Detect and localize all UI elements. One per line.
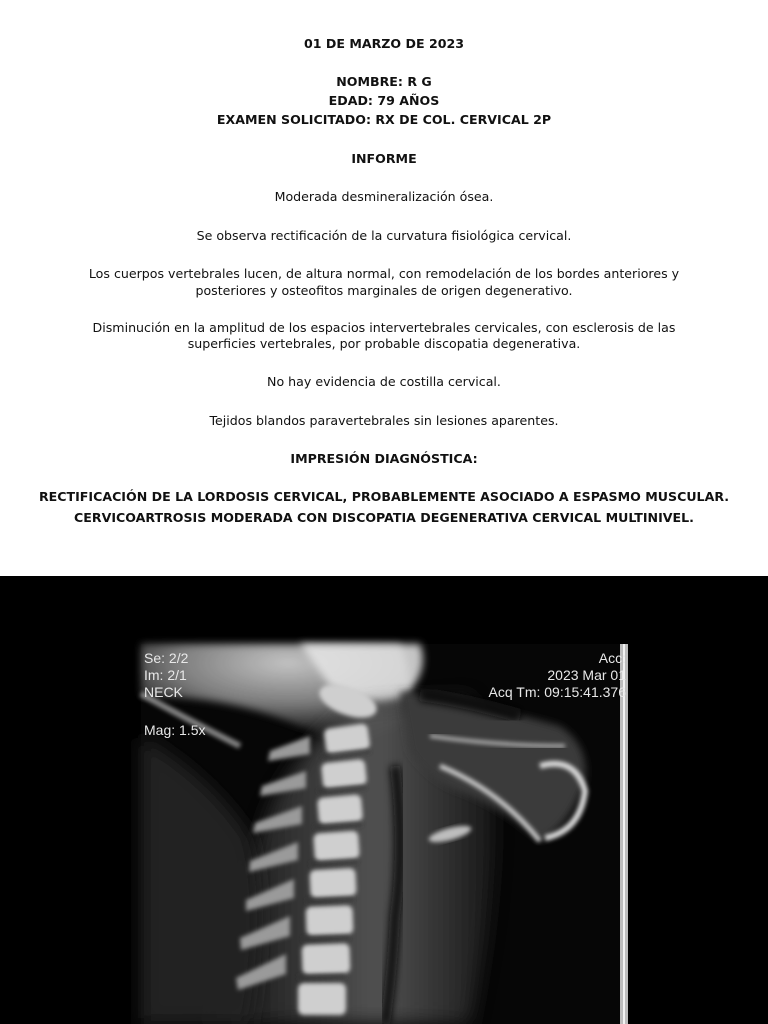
patient-age: EDAD: 79 AÑOS (328, 93, 440, 108)
acquisition-time-label: Acq Tm: 09:15:41.376 (488, 684, 626, 700)
finding-line: superficies vertebrales, por probable discopatia degenerativa. (187, 336, 581, 351)
impression-line: RECTIFICACIÓN DE LA LORDOSIS CERVICAL, PROBABLEMENTE ASOCIADO A ESPASMO MUSCULAR. (38, 489, 730, 504)
impression-line: CERVICOARTROSIS MODERADA CON DISCOPATIA DEGENERATIVA CERVICAL MULTINIVEL. (74, 510, 694, 525)
region-label: NECK (144, 684, 183, 700)
study-date-label: 2023 Mar 01 (547, 667, 626, 683)
finding-line: No hay evidencia de costilla cervical. (267, 374, 501, 389)
image-label: Im: 2/1 (144, 667, 187, 683)
patient-name: NOMBRE: R G (336, 74, 432, 89)
finding-line: Disminución en la amplitud de los espacios intervertebrales cervicales, con esclerosis de las (92, 320, 676, 335)
section-title: INFORME (351, 151, 417, 166)
exam-requested: EXAMEN SOLICITADO: RX DE COL. CERVICAL 2P (216, 112, 552, 127)
xray-picture (0, 576, 768, 1024)
impression-title: IMPRESIÓN DIAGNÓSTICA: (290, 451, 478, 466)
finding-line: Los cuerpos vertebrales lucen, de altura normal, con remodelación de los bordes anteriores y (88, 266, 680, 281)
finding-line: Tejidos blandos paravertebrales sin lesiones aparentes. (209, 413, 559, 428)
finding-line: Moderada desmineralización ósea. (274, 189, 494, 204)
accession-label: Acc: (598, 650, 626, 666)
report-date: 01 DE MARZO DE 2023 (303, 36, 465, 51)
finding-line: posteriores y osteofitos marginales de origen degenerativo. (195, 283, 573, 298)
series-label: Se: 2/2 (144, 650, 189, 666)
cervical-xray-image (0, 576, 768, 1024)
finding-line: Se observa rectificación de la curvatura fisiológica cervical. (196, 228, 572, 243)
magnification-label: Mag: 1.5x (144, 722, 206, 738)
